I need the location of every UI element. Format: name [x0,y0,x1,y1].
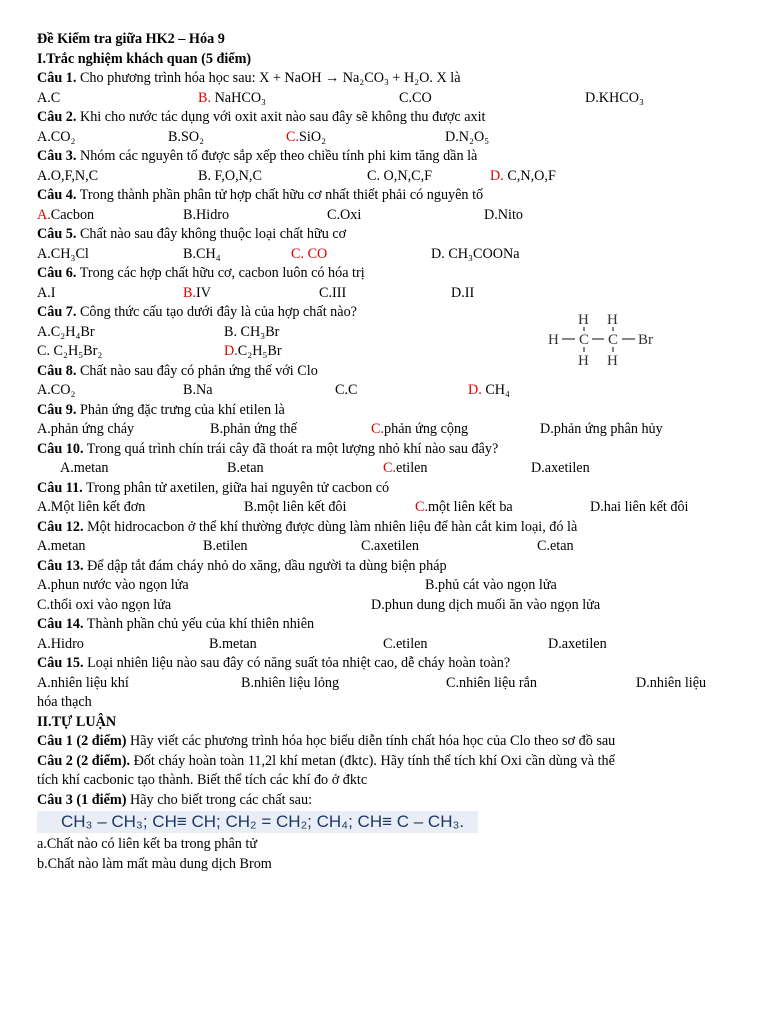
question-text: Chất nào sau đây không thuộc loại chất hữu cơ [76,226,347,242]
question-text: Chất nào sau đây có phản ứng thế với Clo [76,362,318,379]
option-d-text: CH₄ [481,382,510,398]
option-d-text: C₂H₅Br [237,343,282,359]
option-d [490,167,556,187]
option-a-text: Cacbon [50,206,95,223]
option-a: A.Hidro [37,635,84,652]
option-a: A.O,F,N,C [37,167,99,184]
question-6-options [37,284,732,304]
question-label: Câu 6. [37,265,77,281]
atom-h: H [607,312,618,328]
option-c-text: SiO₂ [299,128,327,145]
option-d: D.axetilen [548,635,607,652]
question-13-options-row2 [37,596,732,616]
option-a [37,206,94,226]
question-4 [37,186,732,206]
option-b: B.một liên kết đôi [244,499,347,515]
question-13 [37,557,732,577]
question-6 [37,264,732,284]
question-8-options [37,381,732,401]
option-d-text: C,N,O,F [503,167,556,184]
option-b: B.phản ứng thế [210,421,297,437]
correct-answer-letter: A. [37,206,51,223]
option-a: A.metan [37,538,86,554]
essay-question-1 [37,732,732,752]
question-text: Hãy cho biết trong các chất sau: [126,791,313,808]
option-a: A.CO₂ [37,128,76,145]
question-text: Để dập tắt đám cháy nhỏ do xăng, dầu người ta dùng biện pháp [83,557,447,574]
option-b-text: IV [196,284,211,301]
exam-page [37,30,732,874]
question-label: Câu 12. [37,518,84,535]
question-12 [37,518,732,538]
question-2 [37,108,732,128]
question-text: Hãy viết các phương trình hóa học biểu diễn tính chất hóa học của Clo theo sơ đồ sau [126,733,616,749]
option-b: B.SO₂ [168,128,205,145]
question-label: Câu 10. [37,440,84,457]
option-b: B.nhiên liệu lỏng [241,674,340,691]
option-b: B.Hidro [183,206,230,223]
correct-answer-letter: B. [198,89,212,106]
question-10 [37,440,732,460]
option-d: D.axetilen [531,460,590,476]
option-c [371,420,468,440]
option-b: B.CH₄ [183,245,221,262]
question-label: Câu 2. [37,109,77,125]
option-c: C.C [335,382,358,398]
atom-h: H [578,312,589,328]
option-c: C.axetilen [361,538,419,554]
question-11-options [37,498,732,518]
correct-answer-letter: C. [415,499,429,515]
option-c-text: etilen [396,460,428,476]
option-a: A.nhiên liệu khí [37,674,129,691]
correct-answer-letter: C. [371,421,385,437]
question-label: Câu 8. [37,362,77,379]
option-c: C.thổi oxi vào ngọn lửa [37,596,172,613]
question-text: Trong các hợp chất hữu cơ, cacbon luôn có hóa trị [76,265,365,281]
option-a: A.metan [60,460,109,476]
section-multiple-choice-heading: I.Trắc nghiệm khách quan (5 điểm) [37,50,252,67]
option-c: C. O,N,C,F [367,167,433,184]
essay-question-3-part-a: a.Chất nào có liên kết ba trong phân tử [37,836,258,852]
question-12-options [37,537,732,557]
option-b [183,284,211,304]
question-text: Trong quá trình chín trái cây đã thoát ra một lượng nhỏ khí nào sau đây? [83,440,499,457]
formula-row [37,811,732,835]
option-b: B.etilen [203,538,248,554]
question-label: Câu 4. [37,187,77,203]
question-1 [37,69,732,89]
atom-h: H [548,332,559,348]
correct-answer-letter: C. [286,128,300,145]
question-text: Nhóm các nguyên tố được sắp xếp theo chiều tính phi kim tăng dần là [76,148,478,164]
question-label: Câu 7. [37,304,77,320]
atom-h: H [607,353,618,369]
option-d [468,381,510,401]
atom-h: H [578,353,589,369]
option-c: C.nhiên liệu rắn [446,674,538,691]
essay-question-2 [37,752,732,772]
question-label: Câu 3. [37,148,77,164]
option-a: A.CH₃Cl [37,245,89,262]
option-c-text: CO [304,245,328,262]
option-c: C.CO [399,89,432,106]
atom-c: C [579,332,590,348]
option-c: C. C₂H₅Br₂ [37,343,103,359]
question-2-options [37,128,732,148]
option-c-text: một liên kết ba [428,499,513,515]
option-c: C.III [319,284,347,301]
question-5 [37,225,732,245]
option-b: B. F,O,N,C [198,167,262,184]
option-a: A.Một liên kết đơn [37,499,146,515]
option-a: A.CO₂ [37,382,76,398]
question-5-options [37,245,732,265]
option-d: D. CH₃COONa [431,245,520,262]
option-c-text: phản ứng cộng [384,421,469,437]
question-label: Câu 3 (1 điểm) [37,791,127,808]
question-13-options-row1 [37,576,732,596]
option-d: D.nhiên liệu [636,674,707,691]
option-d: D.phản ứng phân hủy [540,421,663,437]
option-c [383,459,428,479]
correct-answer-letter: C. [383,460,397,476]
essay-question-3-part-b: b.Chất nào làm mất màu dung dịch Brom [37,855,272,872]
essay-question-3 [37,791,732,811]
correct-answer-letter: D. [224,343,238,359]
option-d: D.KHCO₃ [585,89,644,106]
option-c [415,498,513,518]
question-text: Khi cho nước tác dụng với oxit axit nào sau đây sẽ không thu được axit [76,109,486,125]
question-9 [37,401,732,421]
question-9-options [37,420,732,440]
question-14-options [37,635,732,655]
option-b [198,89,266,109]
option-c: C.etilen [383,635,428,652]
structural-formula-graphic [548,309,660,369]
correct-answer-letter: C. [291,245,305,262]
question-label: Câu 9. [37,401,77,418]
question-text: Thành phần chủ yếu của khí thiên nhiên [83,616,315,632]
question-14 [37,615,732,635]
section-essay-heading: II.TỰ LUẬN [37,713,117,730]
option-a: A.C [37,89,61,106]
question-text: Công thức cấu tạo dưới đây là của hợp chất nào? [76,304,357,320]
question-11 [37,479,732,499]
question-3 [37,147,732,167]
structural-formula [548,309,660,369]
atom-c: C [608,332,619,348]
question-15 [37,654,732,674]
option-a: A.I [37,284,56,301]
question-label: Câu 5. [37,226,77,242]
question-text: Một hidrocacbon ở thể khí thường được dùng làm nhiên liệu để hàn cắt kim loại, đó là [83,518,578,535]
option-c: C.Oxi [327,206,362,223]
option-d: D.hai liên kết đôi [590,499,689,515]
option-b-text: NaHCO₃ [211,89,267,106]
question-label: Câu 2 (2 điểm). [37,752,131,769]
correct-answer-letter: D. [468,382,482,398]
question-text: Trong thành phần phân tử hợp chất hữu cơ nhất thiết phải có nguyên tố [76,187,484,203]
option-d: C.etan [537,538,574,554]
question-15-options [37,674,732,694]
question-4-options [37,206,732,226]
option-c [286,128,326,148]
question-label: Câu 11. [37,479,83,496]
question-label: Câu 1. [37,70,77,86]
question-10-options [37,459,732,479]
option-b: B.phủ cát vào ngọn lửa [425,577,557,593]
option-b: B.metan [209,635,257,652]
option-d: D.phun dung dịch muối ăn vào ngọn lửa [371,596,601,613]
option-a: A.phun nước vào ngọn lửa [37,577,189,593]
question-label: Câu 14. [37,616,84,632]
question-text: Cho phương trình hóa học sau: X + NaOH → Na₂CO₃ + H₂O. X là [76,70,461,86]
option-d: D.N₂O₅ [445,128,490,145]
question-3-options [37,167,732,187]
option-c [291,245,327,265]
correct-answer-letter: B. [183,284,197,301]
option-d: D.II [451,284,475,301]
option-d-continuation: hóa thạch [37,694,92,710]
option-b: B.etan [227,460,264,476]
option-a: A.C₂H₄Br [37,323,95,340]
option-d [224,342,282,362]
option-a: A.phản ứng cháy [37,421,135,437]
question-text: Trong phân tử axetilen, giữa hai nguyên tử cacbon có [82,479,390,496]
option-d: D.Nito [484,206,524,223]
question-text: Loại nhiên liệu nào sau đây có năng suất tỏa nhiệt cao, dễ cháy hoàn toàn? [83,655,511,671]
question-text: Phản ứng đặc trưng của khí etilen là [76,401,285,418]
formula-banner: CH₃ – CH₃; CH≡ CH; CH₂ = CH₂; CH₄; CH≡ C – CH₃. [37,811,478,833]
question-1-options [37,89,732,109]
question-label: Câu 1 (2 điểm) [37,733,127,749]
essay-question-2-continued: tích khí cacbonic tạo thành. Biết thể tích các khí đo ở đktc [37,772,368,788]
question-label: Câu 15. [37,655,84,671]
page-title: Đề Kiểm tra giữa HK2 – Hóa 9 [37,31,225,47]
option-b: B. CH₃Br [224,323,280,340]
option-b: B.Na [183,382,213,398]
correct-answer-letter: D. [490,167,504,184]
question-label: Câu 13. [37,557,84,574]
atom-br: Br [638,332,653,348]
question-text: Đốt cháy hoàn toàn 11,2l khí metan (đktc). Hãy tính thể tích khí Oxi cần dùng và thể [130,752,615,769]
